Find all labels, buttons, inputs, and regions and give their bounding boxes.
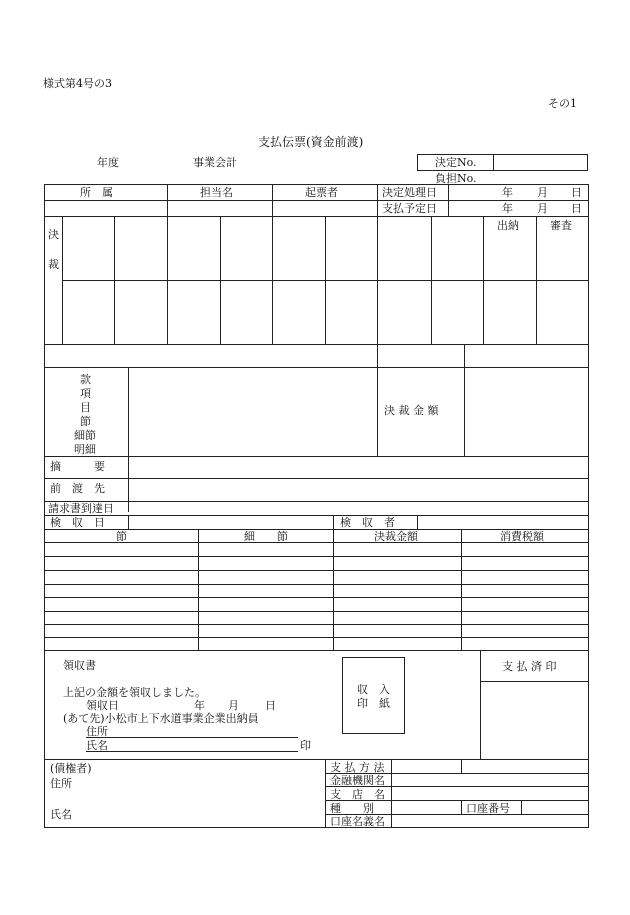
- due-month: 月: [537, 202, 548, 215]
- budget-item-saisetsu: 細節: [74, 429, 96, 442]
- account-no-label: 口座番号: [466, 802, 510, 815]
- detail-col-tax: 消費税額: [500, 530, 544, 543]
- creditor-label: (債権者): [50, 762, 92, 775]
- due-day: 日: [571, 202, 582, 215]
- decision-no-label: 決定No.: [435, 156, 477, 169]
- approved-amount-label: 決 裁 金 額: [384, 404, 439, 417]
- receipt-address-label: 住所: [86, 725, 108, 738]
- receipt-title: 領収書: [63, 659, 96, 672]
- detail-col-setsu: 節: [116, 530, 127, 543]
- person-in-charge-header: 担当名: [200, 186, 233, 199]
- creditor-address-label: 住所: [50, 777, 72, 790]
- cashier-label: 出納: [497, 219, 519, 232]
- summary-label: 摘 要: [50, 460, 105, 473]
- bank-name-label: 金融機関名: [330, 774, 385, 787]
- decision-date-label: 決定処理日: [382, 186, 437, 199]
- due-year: 年: [502, 202, 513, 215]
- budget-item-setsu: 節: [80, 415, 91, 428]
- receipt-date-label: 領収日: [86, 699, 119, 712]
- budget-item-meisai: 明細: [74, 443, 96, 456]
- budget-item-moku: 目: [80, 401, 91, 414]
- budget-item-kou: 項: [80, 387, 91, 400]
- invoice-arrival-label: 請求書到達日: [48, 502, 114, 515]
- receipt-addressee: (あて先)小松市上下水道事業企業出納員: [63, 712, 259, 725]
- account-type-label: 種 別: [330, 802, 374, 815]
- revenue-stamp-line2: 印 紙: [357, 697, 390, 710]
- account-label: 事業会計: [193, 156, 237, 169]
- creditor-name-label: 氏名: [50, 808, 72, 821]
- approval-sai: 裁: [48, 258, 59, 271]
- detail-col-amount: 決裁金額: [374, 530, 418, 543]
- receipt-year: 年: [194, 699, 205, 712]
- payment-due-date-label: 支払予定日: [382, 202, 437, 215]
- fiscal-year-label: 年度: [97, 156, 119, 169]
- decision-day: 日: [571, 186, 582, 199]
- drafter-header: 起票者: [305, 186, 338, 199]
- review-label: 審査: [550, 219, 572, 232]
- paid-stamp-label: 支 払 済 印: [502, 660, 557, 673]
- inspection-date-label: 検 収 日: [50, 516, 105, 529]
- affiliation-header: 所 属: [80, 186, 113, 199]
- branch-name-label: 支 店 名: [330, 788, 385, 801]
- budget-item-kan: 款: [80, 373, 91, 386]
- receipt-statement: 上記の金額を領収しました。: [63, 686, 206, 699]
- decision-year: 年: [502, 186, 513, 199]
- advance-to-label: 前 渡 先: [50, 482, 105, 495]
- detail-col-saisetsu: 細 節: [244, 530, 288, 543]
- receipt-seal: 印: [300, 739, 311, 752]
- inspector-label: 検 収 者: [340, 516, 395, 529]
- form-code: 様式第4号の3: [43, 77, 112, 90]
- approval-ketsu: 決: [48, 228, 59, 241]
- page-label: その1: [548, 97, 577, 110]
- decision-month: 月: [537, 186, 548, 199]
- receipt-day: 日: [265, 699, 276, 712]
- receipt-name-label: 氏名: [86, 739, 108, 752]
- payment-method-label: 支 払 方 法: [330, 761, 385, 774]
- burden-no-label: 負担No.: [435, 172, 477, 185]
- revenue-stamp-line1: 収 入: [357, 683, 390, 696]
- account-holder-label: 口座名義名: [330, 815, 385, 828]
- form-title: 支払伝票(資金前渡): [258, 135, 364, 149]
- receipt-month: 月: [228, 699, 239, 712]
